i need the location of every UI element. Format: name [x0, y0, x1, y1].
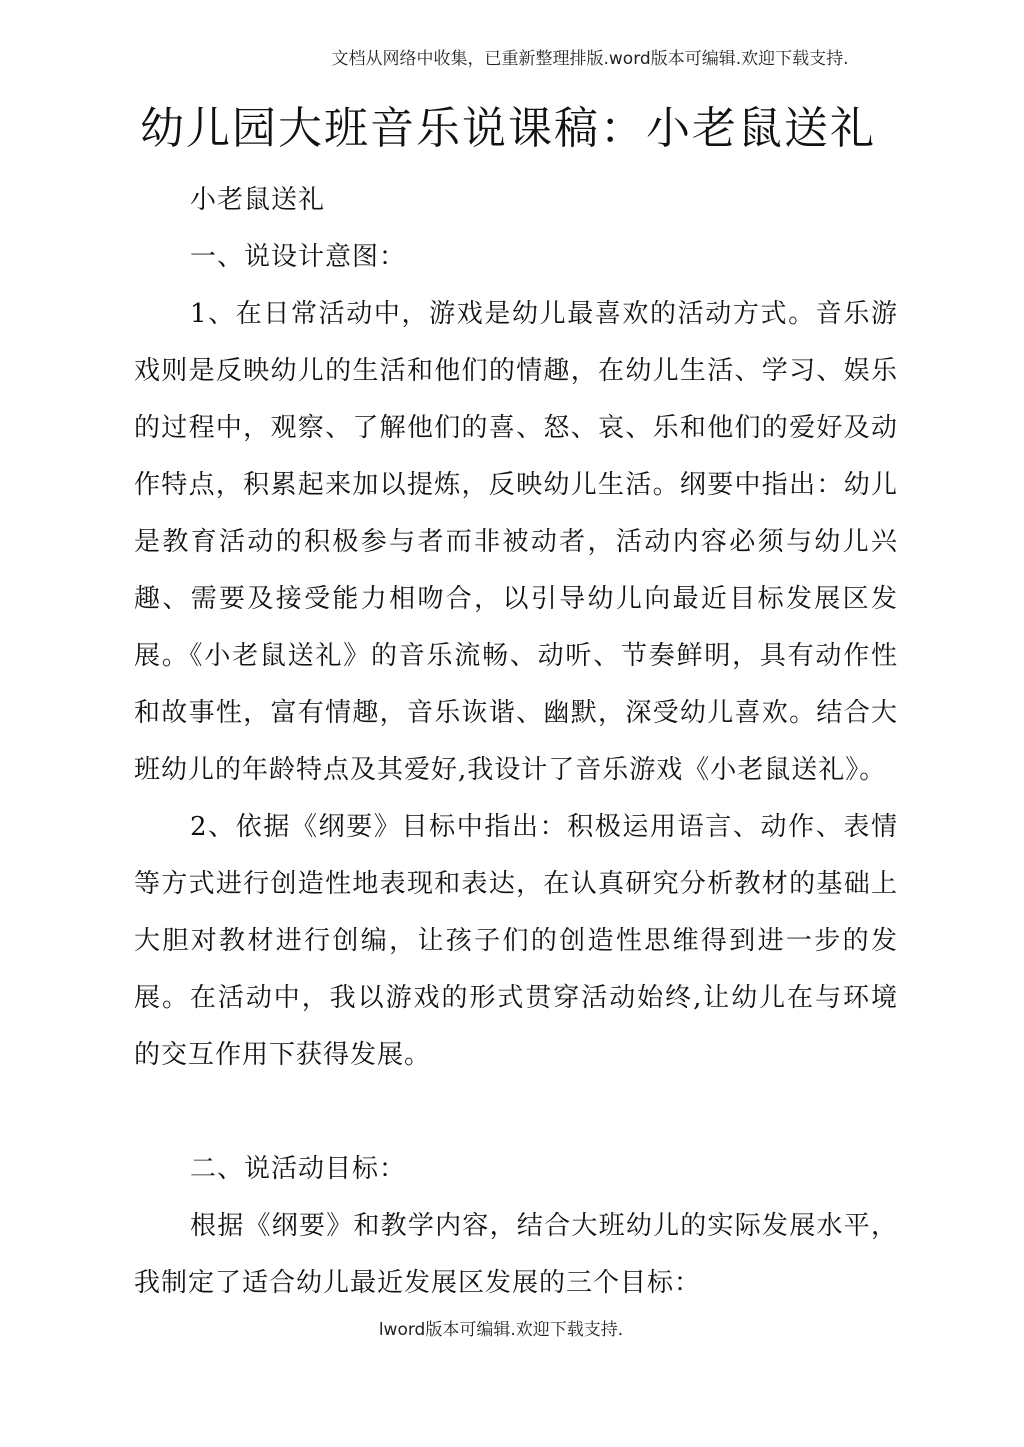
body-paragraph-2: 2、依据《纲要》目标中指出：积极运用语言、动作、表情等方式进行创造性地表现和表达，在认真研究分析教材的基础上大胆对教材进行创编，让孩子们的创造性思维得到进一步的发展。在活动中，我以游戏的形式贯穿活动始终,让幼儿在与环境的交互作用下获得发展。	[134, 812, 898, 1070]
document-body	[134, 172, 898, 1312]
page-title: 幼儿园大班音乐说课稿：小老鼠送礼	[140, 103, 876, 154]
subtitle-paragraph: 小老鼠送礼	[190, 185, 326, 215]
header-note: 文档从网络中收集，已重新整理排版.word版本可编辑.欢迎下载支持.	[331, 49, 849, 69]
body-paragraph-3: 根据《纲要》和教学内容，结合大班幼儿的实际发展水平，我制定了适合幼儿最近发展区发展的三个目标：	[134, 1211, 898, 1298]
section-heading-design-intent: 一、说设计意图：	[190, 242, 407, 272]
blank-line	[134, 1084, 898, 1141]
section-heading-activity-goals: 二、说活动目标：	[190, 1154, 407, 1184]
footer-note: lword版本可编辑.欢迎下载支持.	[378, 1320, 624, 1340]
body-paragraph-1: 1、在日常活动中，游戏是幼儿最喜欢的活动方式。音乐游戏则是反映幼儿的生活和他们的情趣，在幼儿生活、学习、娱乐的过程中，观察、了解他们的喜、怒、哀、乐和他们的爱好及动作特点，积累起来加以提炼，反映幼儿生活。纲要中指出：幼儿是教育活动的积极参与者而非被动者，活动内容必须与幼儿兴趣、需要及接受能力相吻合，以引导幼儿向最近目标发展区发展。《小老鼠送礼》的音乐流畅、动听、节奏鲜明，具有动作性和故事性，富有情趣，音乐诙谐、幽默，深受幼儿喜欢。结合大班幼儿的年龄特点及其爱好,我设计了音乐游戏《小老鼠送礼》。	[134, 299, 898, 785]
